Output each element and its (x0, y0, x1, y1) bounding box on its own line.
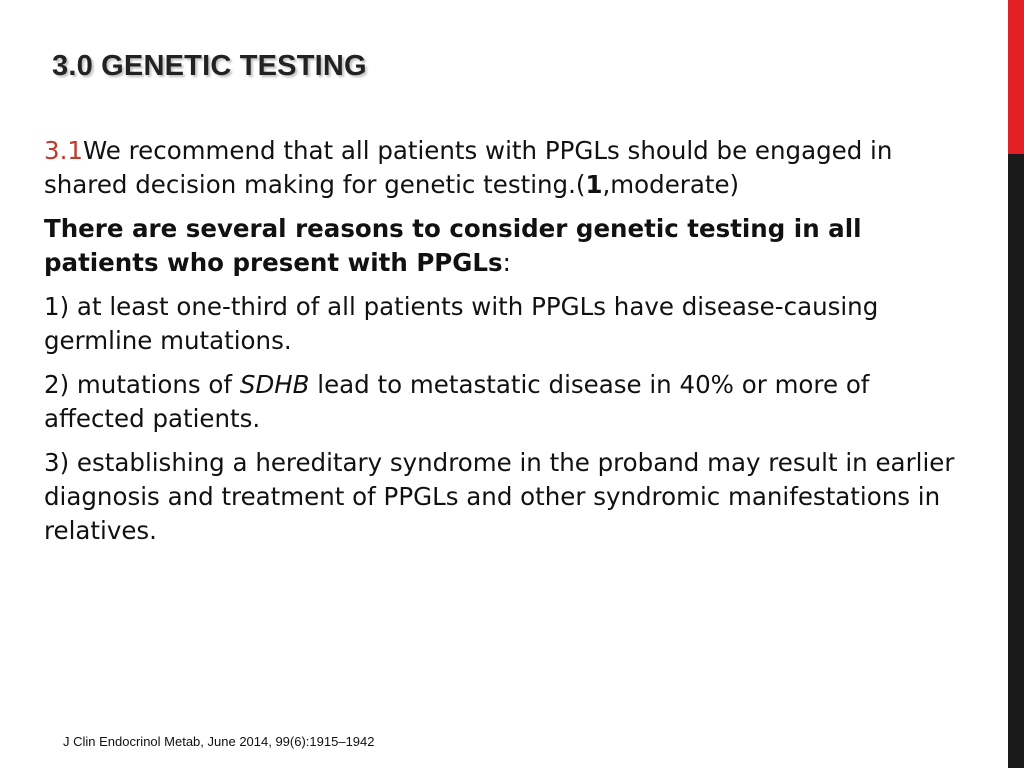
reasons-heading-text: There are several reasons to consider genetic testing in all patients who present with PPGLs (44, 214, 862, 277)
gene-name: SDHB (239, 370, 310, 399)
slide-body (44, 134, 964, 558)
reasons-heading (44, 212, 964, 280)
reason-item-2-prefix: 2) mutations of (44, 370, 240, 399)
reasons-heading-colon: : (502, 248, 511, 277)
recommendation-paragraph (44, 134, 964, 202)
slide-title: 3.0 GENETIC TESTING (52, 50, 367, 82)
citation: J Clin Endocrinol Metab, June 2014, 99(6):1915–1942 (63, 734, 375, 749)
reason-item-2-suffix: lead to metastatic disease in 40% or more of affected patients. (44, 370, 870, 433)
recommendation-quality: ,moderate) (602, 170, 740, 199)
reason-item-3: 3) establishing a hereditary syndrome in the proband may result in earlier diagnosis and treatment of PPGLs and other syndromic manifestations in relatives. (44, 448, 955, 545)
accent-bar-bottom (1008, 154, 1024, 768)
reason-item-1: 1) at least one-third of all patients with PPGLs have disease-causing germline mutations. (44, 292, 879, 355)
recommendation-text: We recommend that all patients with PPGLs should be engaged in shared decision making for genetic testing.( (44, 136, 893, 199)
accent-bar-top (1008, 0, 1024, 154)
recommendation-number: 3.1 (44, 136, 83, 165)
recommendation-grade: 1 (585, 170, 603, 199)
reason-item-2 (44, 368, 964, 436)
